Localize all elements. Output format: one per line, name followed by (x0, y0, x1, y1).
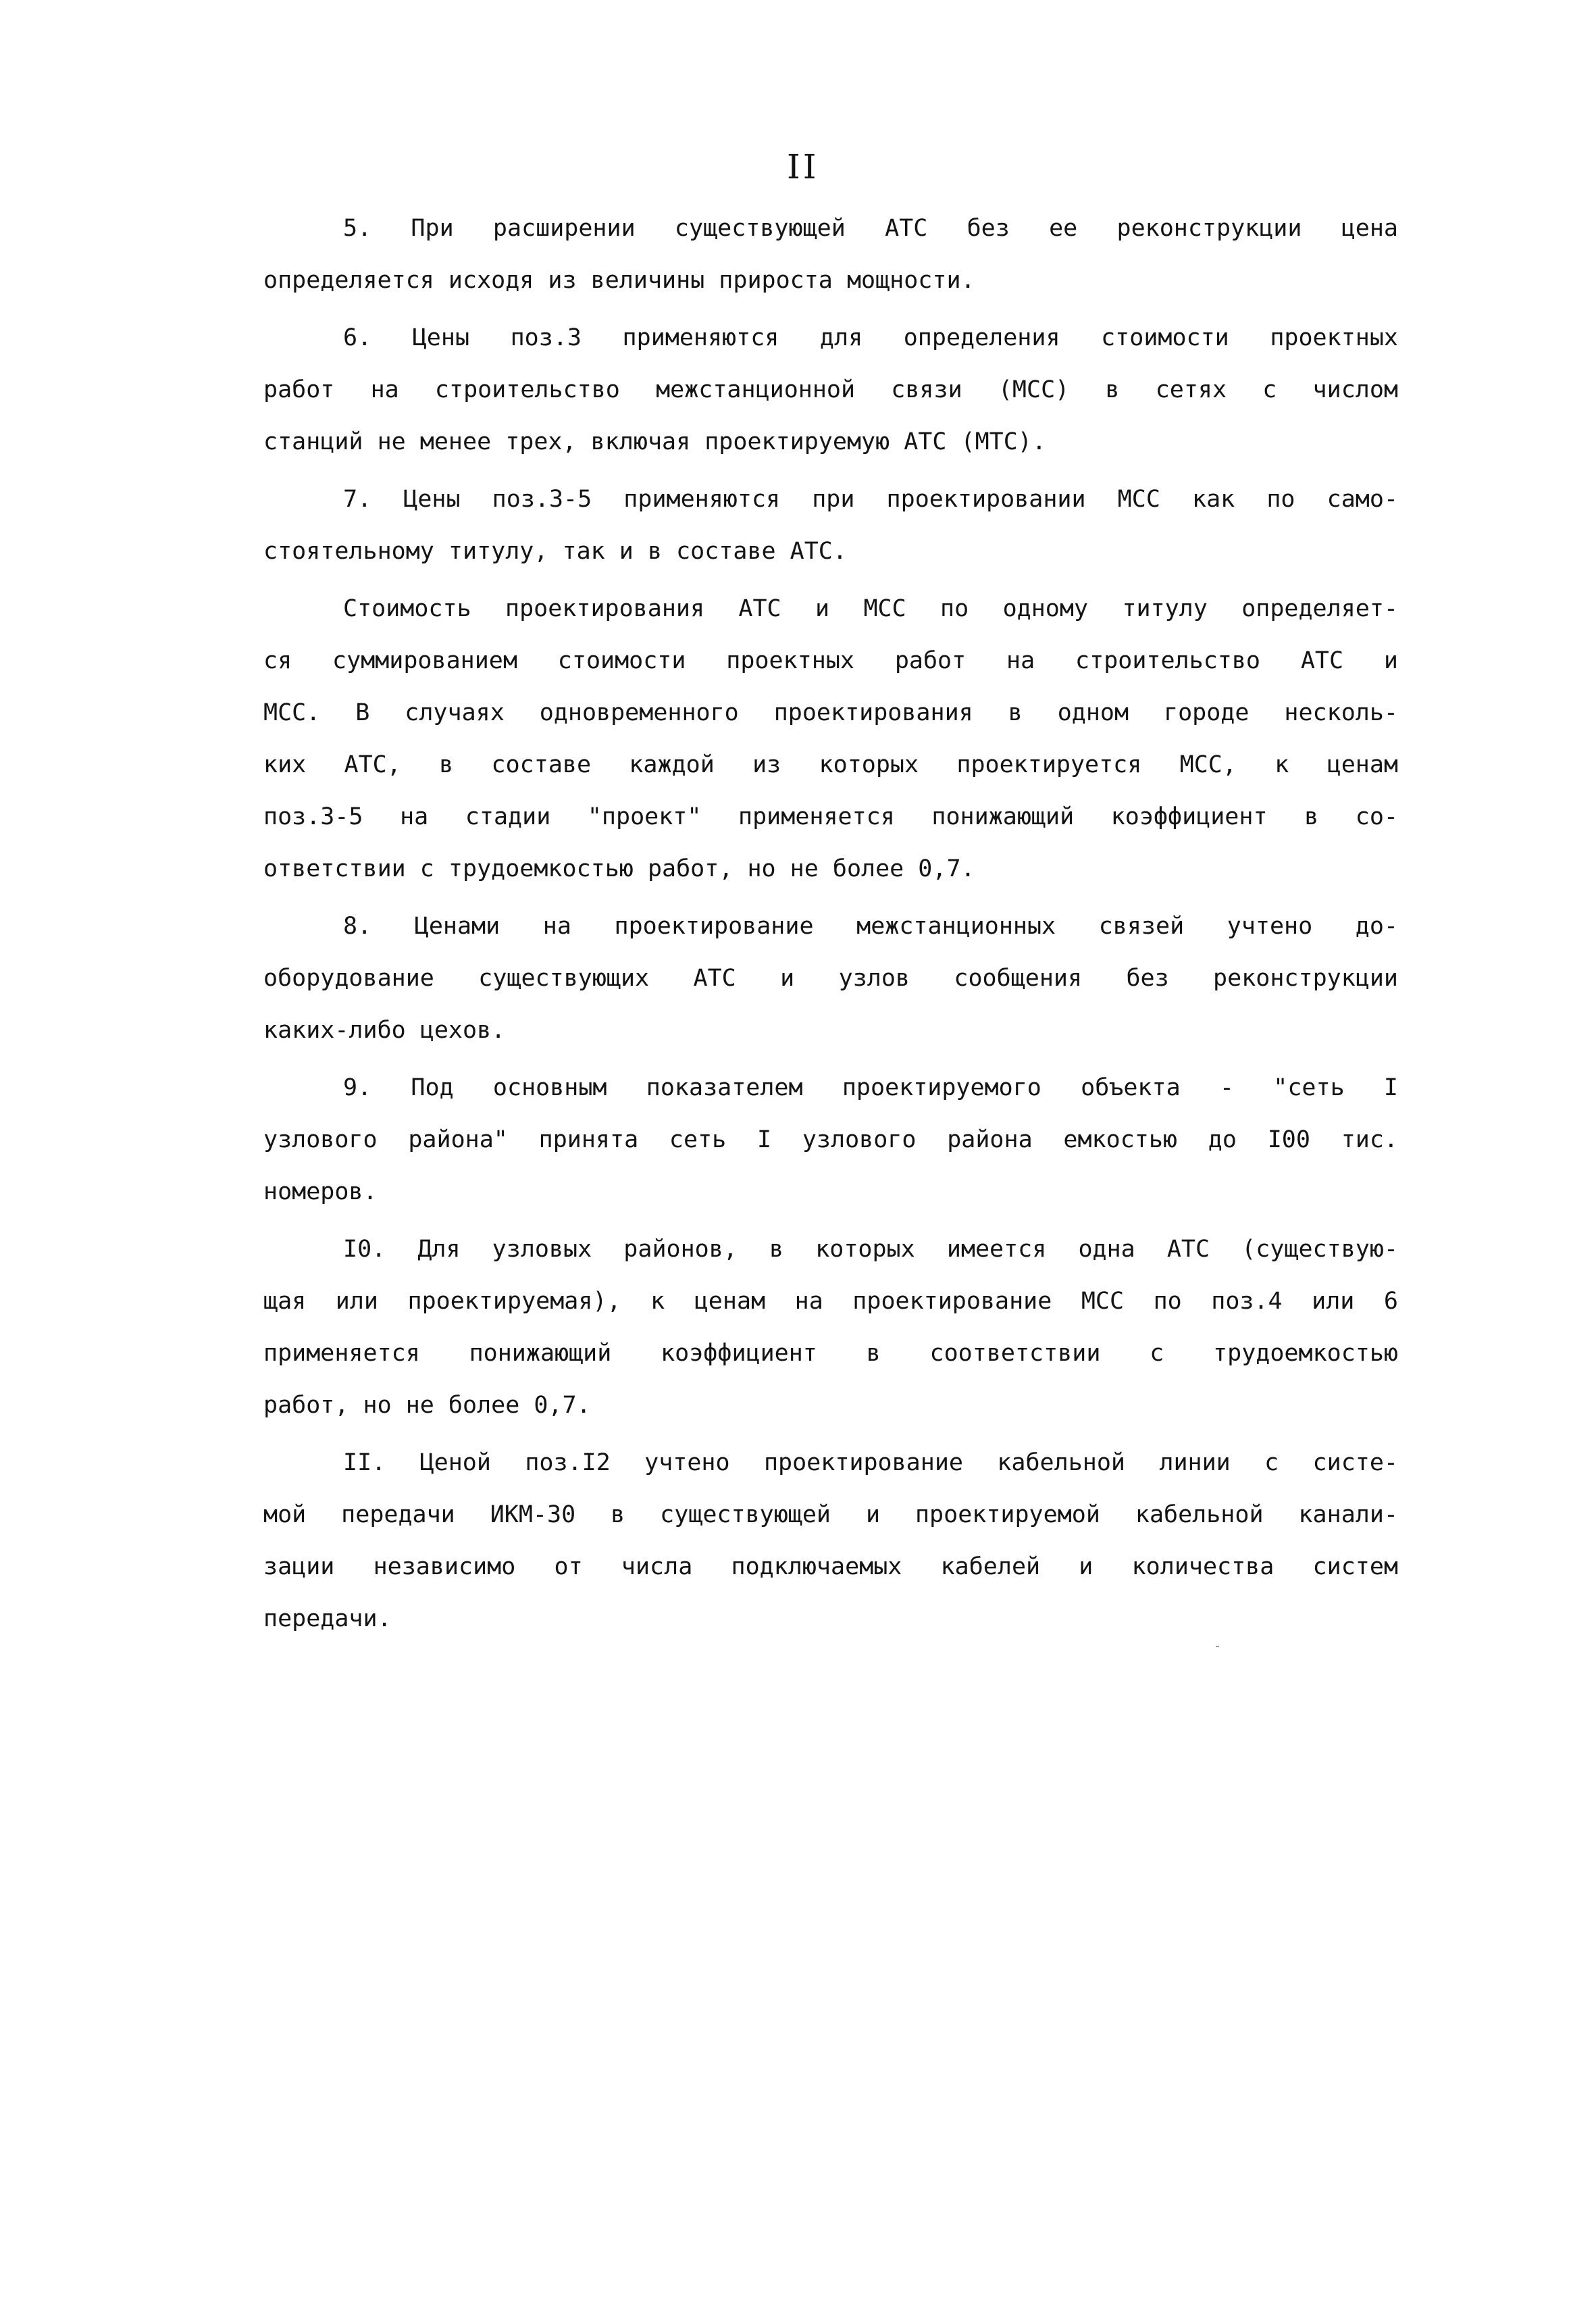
paragraph-line: I0. Для узловых районов, в которых имеется одна АТС (существую- (343, 1236, 1398, 1263)
paragraph-cost (263, 583, 1398, 895)
paragraph-line: мой передачи ИКМ-30 в существующей и проектируемой кабельной канали- (263, 1501, 1398, 1528)
paragraph-11 (263, 1437, 1398, 1645)
paragraph-line: определяется исходя из величины прироста мощности. (263, 267, 975, 294)
paragraph-6 (263, 312, 1398, 468)
paragraph-line: II. Ценой поз.I2 учтено проектирование кабельной линии с систе- (343, 1449, 1398, 1476)
paragraph-line: номеров. (263, 1178, 378, 1205)
paragraph-line: зации независимо от числа подключаемых кабелей и количества систем (263, 1553, 1398, 1580)
paragraph-5 (263, 203, 1398, 307)
paragraph-line: передачи. (263, 1605, 392, 1632)
paragraph-line: станций не менее трех, включая проектируемую АТС (МТС). (263, 428, 1046, 455)
paragraph-line: ких АТС, в составе каждой из которых проектируется МСС, к ценам (263, 751, 1398, 778)
paragraph-line: щая или проектируемая), к ценам на проектирование МСС по поз.4 или 6 (263, 1288, 1398, 1315)
paragraph-line: узлового района" принята сеть I узлового района емкостью до I00 тис. (263, 1126, 1398, 1153)
paragraph-line: МСС. В случаях одновременного проектирования в одном городе несколь- (263, 699, 1398, 726)
paragraph-line: применяется понижающий коэффициент в соответствии с трудоемкостью (263, 1340, 1398, 1367)
paragraph-line: 8. Ценами на проектирование межстанционных связей учтено до- (343, 913, 1398, 940)
paragraph-line: оборудование существующих АТС и узлов сообщения без реконструкции (263, 965, 1398, 992)
body-text (263, 203, 1398, 1645)
paragraph-8 (263, 901, 1398, 1057)
paragraph-line: работ на строительство межстанционной связи (МСС) в сетях с числом (263, 376, 1398, 403)
paragraph-line: каких-либо цехов. (263, 1017, 506, 1044)
paragraph-line: работ, но не более 0,7. (263, 1392, 591, 1419)
paragraph-line: 5. При расширении существующей АТС без ее реконструкции цена (343, 215, 1398, 242)
scan-speck (1216, 1646, 1219, 1647)
page-number: II (787, 147, 819, 186)
paragraph-line: Стоимость проектирования АТС и МСС по одному титулу определяет- (343, 595, 1398, 622)
paragraph-line: стоятельному титулу, так и в составе АТС. (263, 538, 847, 565)
paragraph-7 (263, 474, 1398, 578)
paragraph-line: 7. Цены поз.3-5 применяются при проектировании МСС как по само- (343, 486, 1398, 513)
paragraph-line: 9. Под основным показателем проектируемого объекта - "сеть I (343, 1074, 1398, 1101)
paragraph-line: ся суммированием стоимости проектных работ на строительство АТС и (263, 647, 1398, 674)
paragraph-10 (263, 1224, 1398, 1432)
paragraph-9 (263, 1062, 1398, 1218)
paragraph-line: ответствии с трудоемкостью работ, но не более 0,7. (263, 855, 975, 882)
paragraph-line: 6. Цены поз.3 применяются для определения стоимости проектных (343, 324, 1398, 351)
paragraph-line: поз.3-5 на стадии "проект" применяется понижающий коэффициент в со- (263, 803, 1398, 830)
